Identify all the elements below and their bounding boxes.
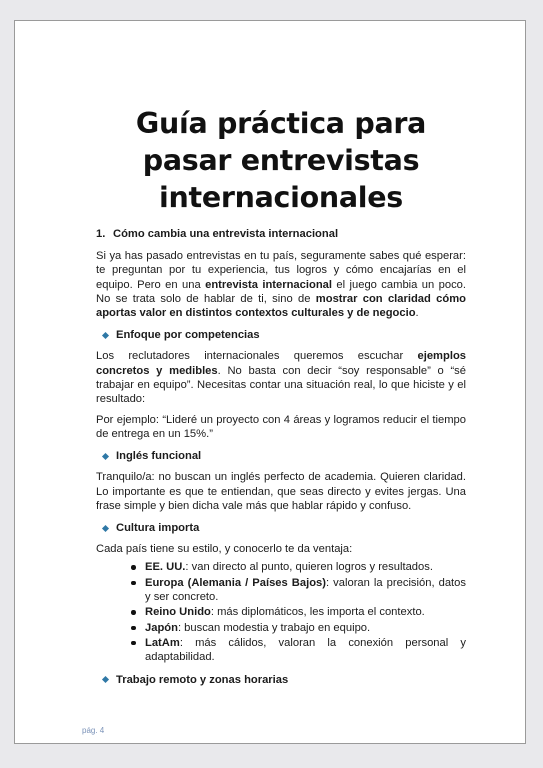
subheading-competencias — [102, 328, 466, 342]
subheading-text: Trabajo remoto y zonas horarias — [116, 673, 289, 686]
list-item — [145, 576, 466, 605]
item-text: : buscan modestia y trabajo en equipo. — [177, 621, 371, 634]
subheading-text: Inglés funcional — [116, 450, 202, 463]
bold-run: ejemplos concretos y medibles — [96, 350, 466, 377]
subheading-text: Enfoque por competencias — [116, 329, 260, 342]
document-page — [14, 20, 526, 744]
section-heading — [96, 227, 466, 241]
page-content — [96, 105, 466, 694]
subheading-cultura — [102, 521, 466, 535]
diamond-bullet-icon — [102, 525, 109, 532]
country-list — [96, 560, 466, 664]
example-paragraph: Por ejemplo: “Lideré un proyecto con 4 áreas y logramos reducir el tiempo de entrega en un 15%.” — [96, 413, 466, 440]
text-run: . — [415, 307, 419, 320]
item-label: LatAm — [145, 636, 180, 649]
item-text: : van directo al punto, quieren logros y resultados. — [185, 561, 433, 574]
diamond-bullet-icon — [102, 676, 109, 683]
list-item — [145, 621, 466, 635]
diamond-bullet-icon — [102, 453, 109, 460]
text-run: el juego cambia un poco. No se trata solo de hablar de ti, sino de — [96, 278, 467, 305]
diamond-bullet-icon — [102, 332, 109, 339]
section-number: 1. — [96, 228, 106, 240]
subheading-remoto — [102, 673, 466, 687]
item-label: Japón — [145, 621, 178, 634]
competencias-paragraph — [96, 349, 466, 406]
page-number: pág. 4 — [82, 726, 105, 735]
list-item — [145, 605, 466, 619]
item-label: Reino Unido — [145, 606, 211, 619]
subheading-ingles — [102, 449, 466, 463]
bullet-dot-icon — [131, 626, 136, 631]
bold-run: mostrar con claridad cómo aportas valor en distintos contextos culturales y de negocio — [96, 292, 466, 320]
item-label: EE. UU. — [145, 561, 186, 574]
bullet-dot-icon — [131, 565, 136, 570]
section-heading-text: Cómo cambia una entrevista internacional — [113, 228, 339, 240]
text-run: Los reclutadores internacionales queremos escuchar — [96, 350, 418, 363]
document-title: Guía práctica para pasar entrevistas internacionales — [135, 107, 427, 214]
text-run: Si ya has pasado entrevistas en tu país, seguramente sabes qué esperar: te preguntan por tu experiencia, tus logros y cómo encajarías en el equipo. Pero en una — [96, 250, 466, 291]
item-label: Europa (Alemania / Países Bajos) — [145, 576, 326, 589]
bullet-dot-icon — [131, 641, 136, 646]
item-text: : valoran la precisión, datos y ser concreto. — [145, 576, 466, 604]
bullet-dot-icon — [131, 581, 136, 586]
bullet-dot-icon — [131, 610, 136, 615]
list-item — [145, 560, 466, 574]
bold-run: entrevista internacional — [205, 278, 332, 291]
list-item — [145, 636, 466, 665]
subheading-text: Cultura importa — [116, 522, 200, 535]
cultura-intro: Cada país tiene su estilo, y conocerlo te da ventaja: — [96, 543, 353, 556]
text-run: . No basta con decir “soy responsable” o “sé trabajar en equipo”. Necesitas contar una situación real, lo que hiciste y el resultado: — [96, 364, 466, 406]
item-text: : más cálidos, valoran la conexión personal y adaptabilidad. — [145, 636, 466, 664]
ingles-paragraph: Tranquilo/a: no buscan un inglés perfecto de academia. Quieren claridad. Lo importante es que te entiendan, que seas directo y evites jergas. Una frase simple y bien dicha vale más que hablar rápido y confuso. — [96, 471, 466, 512]
item-text: : más diplomáticos, les importa el contexto. — [210, 606, 425, 619]
intro-paragraph — [96, 249, 466, 320]
